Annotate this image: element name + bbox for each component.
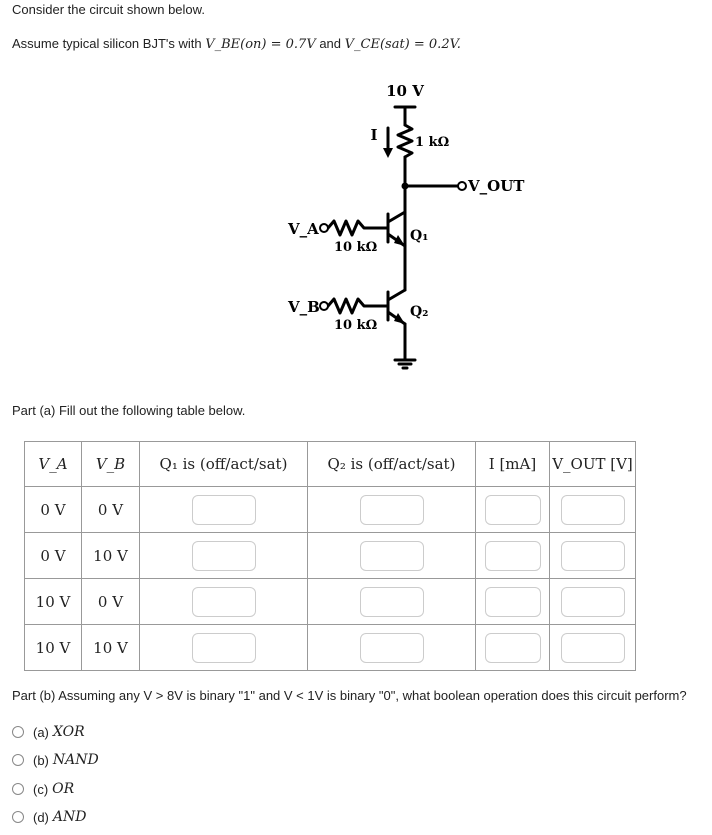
cell-va: 10 V bbox=[25, 579, 82, 625]
option-prefix: (b) bbox=[33, 752, 49, 768]
answer-table bbox=[24, 441, 636, 671]
ra-label: 10 kΩ bbox=[334, 240, 378, 255]
option-value: NAND bbox=[52, 752, 99, 768]
q1-state-input[interactable] bbox=[192, 633, 256, 663]
option-and[interactable] bbox=[12, 807, 86, 827]
q1-label: Q₁ bbox=[410, 228, 429, 244]
current-input[interactable] bbox=[485, 633, 541, 663]
rb-label: 10 kΩ bbox=[334, 318, 378, 333]
vout-label: V_OUT bbox=[468, 177, 525, 195]
assumption-prefix: Assume typical silicon BJT's with bbox=[12, 36, 206, 51]
table-header-row bbox=[25, 442, 636, 487]
table-row bbox=[25, 487, 636, 533]
cell-va: 10 V bbox=[25, 625, 82, 671]
i-cell bbox=[476, 625, 550, 671]
q1-cell bbox=[140, 579, 308, 625]
q2-cell bbox=[308, 625, 476, 671]
option-prefix: (c) bbox=[33, 781, 49, 797]
circuit-diagram bbox=[270, 70, 530, 380]
col-header-va: V_A bbox=[25, 442, 82, 487]
vout-input[interactable] bbox=[561, 541, 625, 571]
table-row bbox=[25, 579, 636, 625]
assumption-text bbox=[12, 36, 461, 53]
q2-cell bbox=[308, 533, 476, 579]
vout-input[interactable] bbox=[561, 587, 625, 617]
option-value: OR bbox=[52, 781, 75, 797]
q2-state-input[interactable] bbox=[360, 633, 424, 663]
cell-va: 0 V bbox=[25, 533, 82, 579]
table-row bbox=[25, 533, 636, 579]
supply-voltage-label: 10 V bbox=[386, 82, 424, 100]
cell-vb: 10 V bbox=[82, 625, 140, 671]
q2-cell bbox=[308, 487, 476, 533]
current-input[interactable] bbox=[485, 587, 541, 617]
vout-cell bbox=[550, 533, 636, 579]
q2-state-input[interactable] bbox=[360, 541, 424, 571]
q2-state-input[interactable] bbox=[360, 495, 424, 525]
q1-state-input[interactable] bbox=[192, 541, 256, 571]
current-input[interactable] bbox=[485, 541, 541, 571]
i-cell bbox=[476, 487, 550, 533]
vout-cell bbox=[550, 625, 636, 671]
q1-state-input[interactable] bbox=[192, 587, 256, 617]
vbe-spec: V_BE(on) = 0.7V bbox=[205, 37, 316, 52]
part-b-question: Part (b) Assuming any V > 8V is binary "1" and V < 1V is binary "0", what boolean operation does this circuit perform? bbox=[12, 688, 687, 703]
col-header-vb: V_B bbox=[82, 442, 140, 487]
vout-input[interactable] bbox=[561, 633, 625, 663]
col-header-vout: V_OUT [V] bbox=[550, 442, 636, 487]
col-header-q2: Q₂ is (off/act/sat) bbox=[308, 442, 476, 487]
radio-button[interactable] bbox=[12, 726, 24, 738]
vout-cell bbox=[550, 487, 636, 533]
va-label: V_A bbox=[288, 220, 319, 238]
radio-button[interactable] bbox=[12, 754, 24, 766]
i-cell bbox=[476, 579, 550, 625]
cell-vb: 0 V bbox=[82, 579, 140, 625]
q1-cell bbox=[140, 533, 308, 579]
option-xor[interactable] bbox=[12, 722, 85, 742]
cell-vb: 0 V bbox=[82, 487, 140, 533]
q2-state-input[interactable] bbox=[360, 587, 424, 617]
q1-cell bbox=[140, 487, 308, 533]
table-row bbox=[25, 625, 636, 671]
q2-cell bbox=[308, 579, 476, 625]
option-or[interactable] bbox=[12, 779, 74, 799]
cell-vb: 10 V bbox=[82, 533, 140, 579]
intro-text: Consider the circuit shown below. bbox=[12, 2, 205, 17]
col-header-i: I [mA] bbox=[476, 442, 550, 487]
option-value: AND bbox=[52, 809, 87, 825]
assumption-and: and bbox=[315, 36, 345, 51]
vb-label: V_B bbox=[288, 298, 320, 316]
part-a-label: Part (a) Fill out the following table below. bbox=[12, 403, 246, 418]
current-input[interactable] bbox=[485, 495, 541, 525]
q2-label: Q₂ bbox=[410, 304, 429, 320]
collector-resistor-label: 1 kΩ bbox=[415, 135, 450, 150]
current-label: I bbox=[370, 126, 378, 144]
col-header-q1: Q₁ is (off/act/sat) bbox=[140, 442, 308, 487]
option-value: XOR bbox=[52, 724, 85, 740]
radio-button[interactable] bbox=[12, 811, 24, 823]
i-cell bbox=[476, 533, 550, 579]
option-prefix: (a) bbox=[33, 724, 49, 740]
vce-spec: V_CE(sat) = 0.2V. bbox=[344, 37, 461, 52]
vout-input[interactable] bbox=[561, 495, 625, 525]
cell-va: 0 V bbox=[25, 487, 82, 533]
option-prefix: (d) bbox=[33, 809, 49, 825]
q1-cell bbox=[140, 625, 308, 671]
vout-cell bbox=[550, 579, 636, 625]
q1-state-input[interactable] bbox=[192, 495, 256, 525]
radio-button[interactable] bbox=[12, 783, 24, 795]
option-nand[interactable] bbox=[12, 750, 99, 770]
